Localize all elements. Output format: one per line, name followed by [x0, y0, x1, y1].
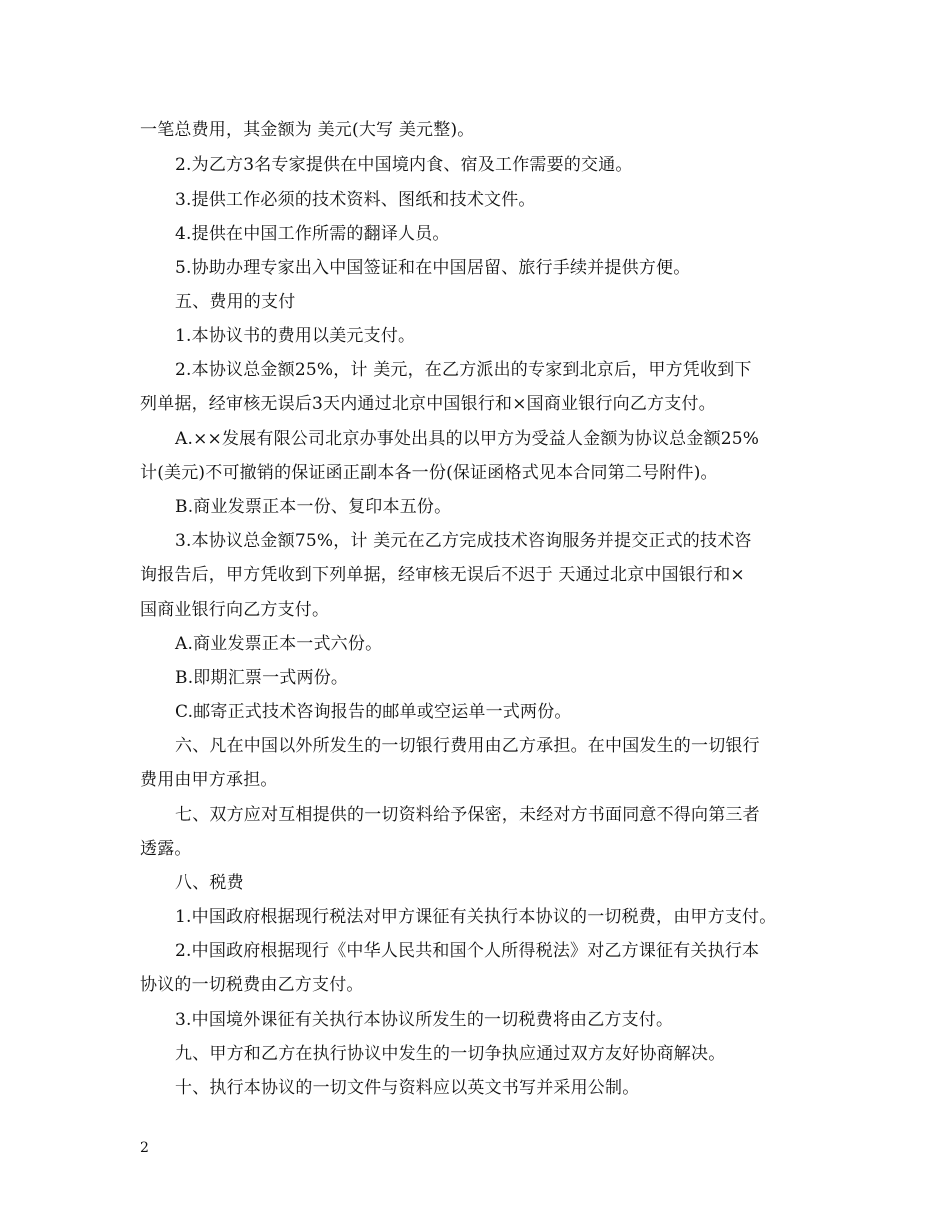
text-line: B.商业发票正本一份、复印本五份。 [175, 497, 452, 517]
text-line: 费用由甲方承担。 [140, 770, 278, 790]
text-line: 一笔总费用，其金额为 美元(大写 美元整)。 [140, 120, 475, 140]
text-line: A.商业发票正本一式六份。 [175, 634, 383, 654]
text-line: 4.提供在中国工作所需的翻译人员。 [175, 224, 450, 244]
text-line: 计(美元)不可撤销的保证函正副本各一份(保证函格式见本合同第二号附件)。 [140, 463, 718, 483]
text-line: 2.本协议总金额25%，计 美元，在乙方派出的专家到北京后，甲方凭收到下 [175, 360, 752, 380]
text-line: 协议的一切税费由乙方支付。 [140, 975, 364, 995]
page-number: 2 [140, 1140, 149, 1156]
text-line: 2.中国政府根据现行《中华人民共和国个人所得税法》对乙方课征有关执行本 [175, 941, 760, 961]
section-heading: 六、凡在中国以外所发生的一切银行费用由乙方承担。在中国发生的一切银行 [175, 736, 760, 756]
text-line: A.××发展有限公司北京办事处出具的以甲方为受益人金额为协议总金额25% [175, 429, 760, 449]
section-heading: 七、双方应对互相提供的一切资料给予保密，未经对方书面同意不得向第三者 [175, 805, 760, 825]
section-heading: 八、税费 [175, 873, 244, 893]
text-line: 3.中国境外课征有关执行本协议所发生的一切税费将由乙方支付。 [175, 1010, 674, 1030]
section-heading: 九、甲方和乙方在执行协议中发生的一切争执应通过双方友好协商解决。 [175, 1044, 726, 1064]
section-heading: 五、费用的支付 [175, 292, 296, 312]
text-line: 1.本协议书的费用以美元支付。 [175, 326, 416, 346]
text-line: 3.提供工作必须的技术资料、图纸和技术文件。 [175, 190, 536, 210]
text-line: 透露。 [140, 839, 192, 859]
text-line: C.邮寄正式技术咨询报告的邮单或空运单一式两份。 [175, 702, 572, 722]
text-line: B.即期汇票一式两份。 [175, 668, 349, 688]
text-line: 列单据，经审核无误后3天内通过北京中国银行和×国商业银行向乙方支付。 [140, 394, 716, 414]
text-line: 5.协助办理专家出入中国签证和在中国居留、旅行手续并提供方便。 [175, 258, 691, 278]
text-line: 国商业银行向乙方支付。 [140, 600, 330, 620]
text-line: 1.中国政府根据现行税法对甲方课征有关执行本协议的一切税费，由甲方支付。 [175, 907, 777, 927]
text-line: 3.本协议总金额75%，计 美元在乙方完成技术咨询服务并提交正式的技术咨 [175, 531, 752, 551]
text-line: 2.为乙方3名专家提供在中国境内食、宿及工作需要的交通。 [175, 155, 633, 175]
section-heading: 十、执行本协议的一切文件与资料应以英文书写并采用公制。 [175, 1078, 640, 1098]
text-line: 询报告后，甲方凭收到下列单据，经审核无误后不迟于 天通过北京中国银行和× [140, 565, 745, 585]
